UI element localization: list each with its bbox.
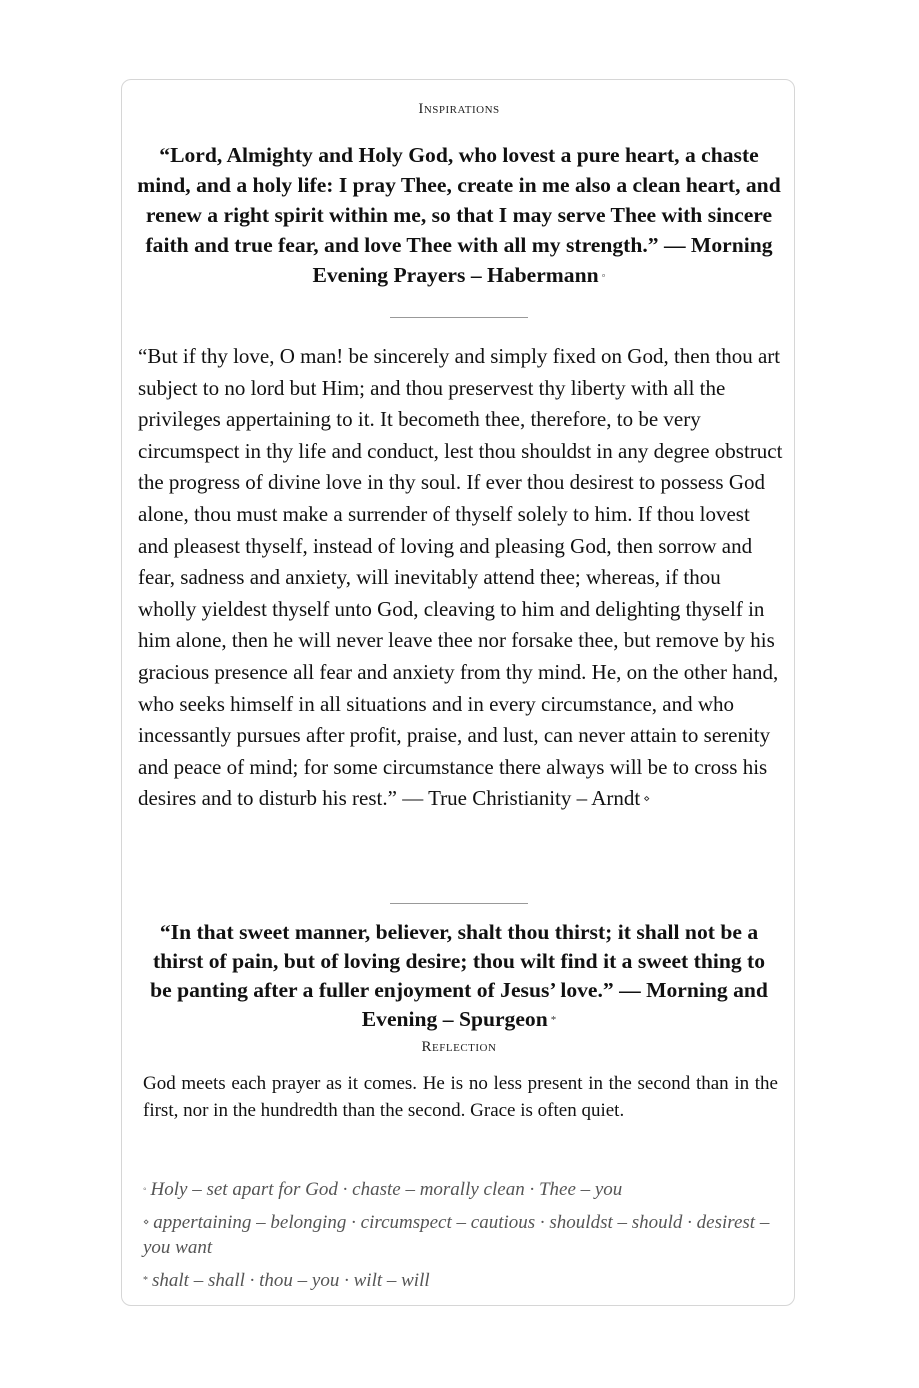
glossary-entry	[143, 1210, 778, 1260]
footnote-mark-circle: ◦	[143, 1184, 147, 1195]
section-divider	[390, 903, 528, 904]
quote-habermann	[136, 140, 782, 291]
devotional-card	[121, 79, 795, 1306]
reflection-heading: Reflection	[421, 1039, 497, 1055]
footnote-mark-diamond: ⋄	[143, 1217, 150, 1228]
quote-habermann-text: “Lord, Almighty and Holy God, who lovest a pure heart, a chaste mind, and a holy life: I pray Thee, create in me also a clean heart, and renew a right spirit within me, so that I may serve Thee with sincere faith and true fear, and love Thee with all my strength.” — Morning Evening Prayers – Habermann	[137, 143, 781, 287]
glossary-entry-text: appertaining – belonging · circumspect – cautious · shouldst – should · desirest – you want	[143, 1212, 770, 1258]
quote-arndt-text: “But if thy love, O man! be sincerely and simply fixed on God, then thou art subject to no lord but Him; and thou preservest thy liberty with all the privileges appertaining to it. It becometh thee, therefore, to be very circumspect in thy life and conduct, lest thou shouldst in any degree obstruct the progress of divine love in thy soul. If ever thou desirest to possess God alone, thou must make a surrender of thyself solely to him. If thou lovest and pleasest thyself, instead of loving and pleasing God, then sorrow and fear, sadness and anxiety, will inevitably attend thee; whereas, if thou wholly yieldest thyself unto God, cleaving to him and delighting thyself in him alone, then he will never leave thee nor forsake thee, but remove by his gracious presence all fear and anxiety from thy mind. He, on the other hand, who seeks himself in all situations and in every circumstance, and who incessantly pursues after profit, praise, and lust, can never attain to serenity and peace of mind; for some circumstance there always will be to cross his desires and to disturb his rest.” — True Christianity – Arndt	[138, 344, 783, 811]
footnote-mark-asterisk: *	[550, 1014, 557, 1026]
footnote-mark-diamond: ⋄	[643, 793, 651, 806]
glossary-entry	[143, 1268, 778, 1293]
glossary-entry	[143, 1177, 778, 1202]
reflection-text: God meets each prayer as it comes. He is no less present in the second than in the first, nor in the hundredth than the second. Grace is often quiet.	[143, 1073, 778, 1121]
glossary-entry-text: Holy – set apart for God · chaste – morally clean · Thee – you	[150, 1179, 623, 1200]
quote-spurgeon	[148, 918, 770, 1035]
footnote-mark-asterisk: *	[143, 1275, 148, 1286]
inspirations-heading: Inspirations	[418, 101, 500, 117]
glossary-entry-text: shalt – shall · thou – you · wilt – will	[152, 1270, 430, 1291]
quote-arndt	[138, 341, 783, 816]
footnote-mark-circle: ◦	[601, 270, 606, 282]
quote-spurgeon-text: “In that sweet manner, believer, shalt thou thirst; it shall not be a thirst of pain, but of loving desire; thou wilt find it a sweet thing to be panting after a fuller enjoyment of Jesus’ love.” — Morning and Evening – Spurgeon	[150, 920, 768, 1031]
glossary	[143, 1177, 778, 1301]
section-divider	[390, 317, 528, 318]
